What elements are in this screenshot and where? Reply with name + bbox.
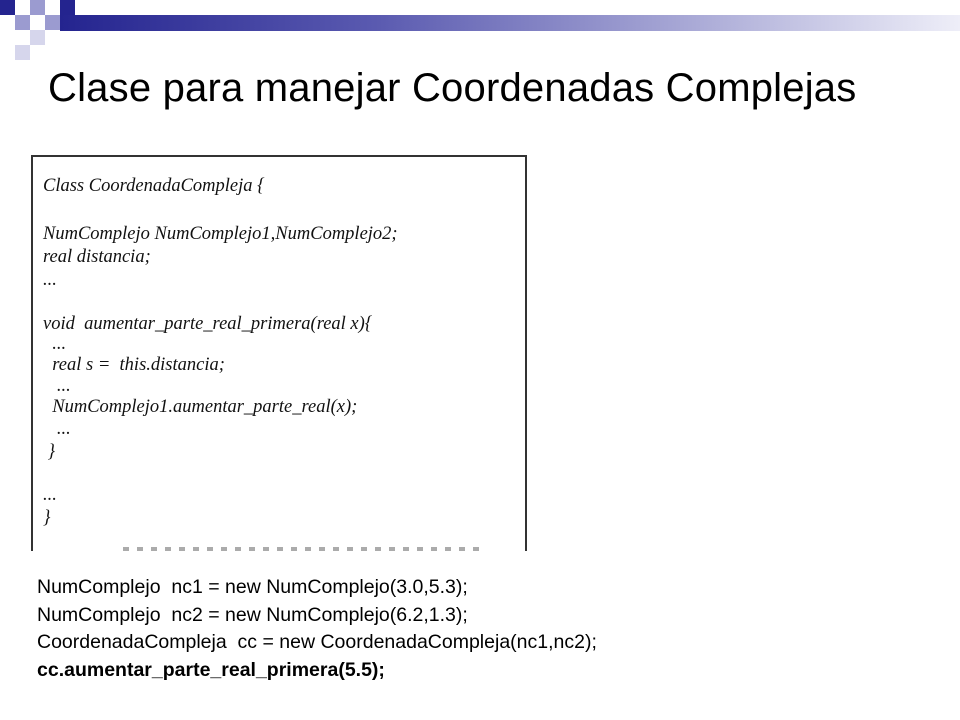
code-figure (31, 155, 527, 551)
code-line: } (43, 508, 51, 528)
slide-title: Clase para manejar Coordenadas Complejas (48, 66, 857, 110)
code-line: NumComplejo1.aumentar_parte_real(x); (43, 397, 358, 417)
decorative-square (30, 0, 45, 15)
code-line: void aumentar_parte_real_primera(real x){ (43, 314, 373, 334)
code-line: ... (43, 334, 67, 354)
usage-line: NumComplejo nc1 = new NumComplejo(3.0,5.3); (37, 576, 468, 598)
code-line: real s = this.distancia; (43, 355, 225, 375)
code-line: ... (43, 270, 57, 290)
code-line: } (43, 442, 56, 462)
code-line: ... (43, 419, 71, 439)
usage-line: NumComplejo nc2 = new NumComplejo(6.2,1.3); (37, 603, 468, 626)
code-line: real distancia; (43, 247, 151, 267)
code-line: Class CoordenadaCompleja { (43, 176, 265, 196)
cropped-text-fragment (123, 547, 483, 551)
decorative-square (30, 30, 45, 45)
code-line: ... (43, 485, 57, 505)
decorative-square (60, 0, 75, 15)
usage-line: CoordenadaCompleja cc = new CoordenadaCompleja(nc1,nc2); (37, 631, 597, 653)
decorative-square (15, 45, 30, 60)
decorative-square (45, 15, 60, 30)
decorative-square (15, 15, 30, 30)
usage-line-bold: cc.aumentar_parte_real_primera(5.5); (37, 658, 385, 681)
code-line: NumComplejo NumComplejo1,NumComplejo2; (43, 224, 398, 244)
decorative-square (0, 0, 15, 15)
usage-code-block (37, 574, 597, 684)
code-line: ... (43, 376, 71, 396)
title-gradient-bar (60, 15, 960, 31)
